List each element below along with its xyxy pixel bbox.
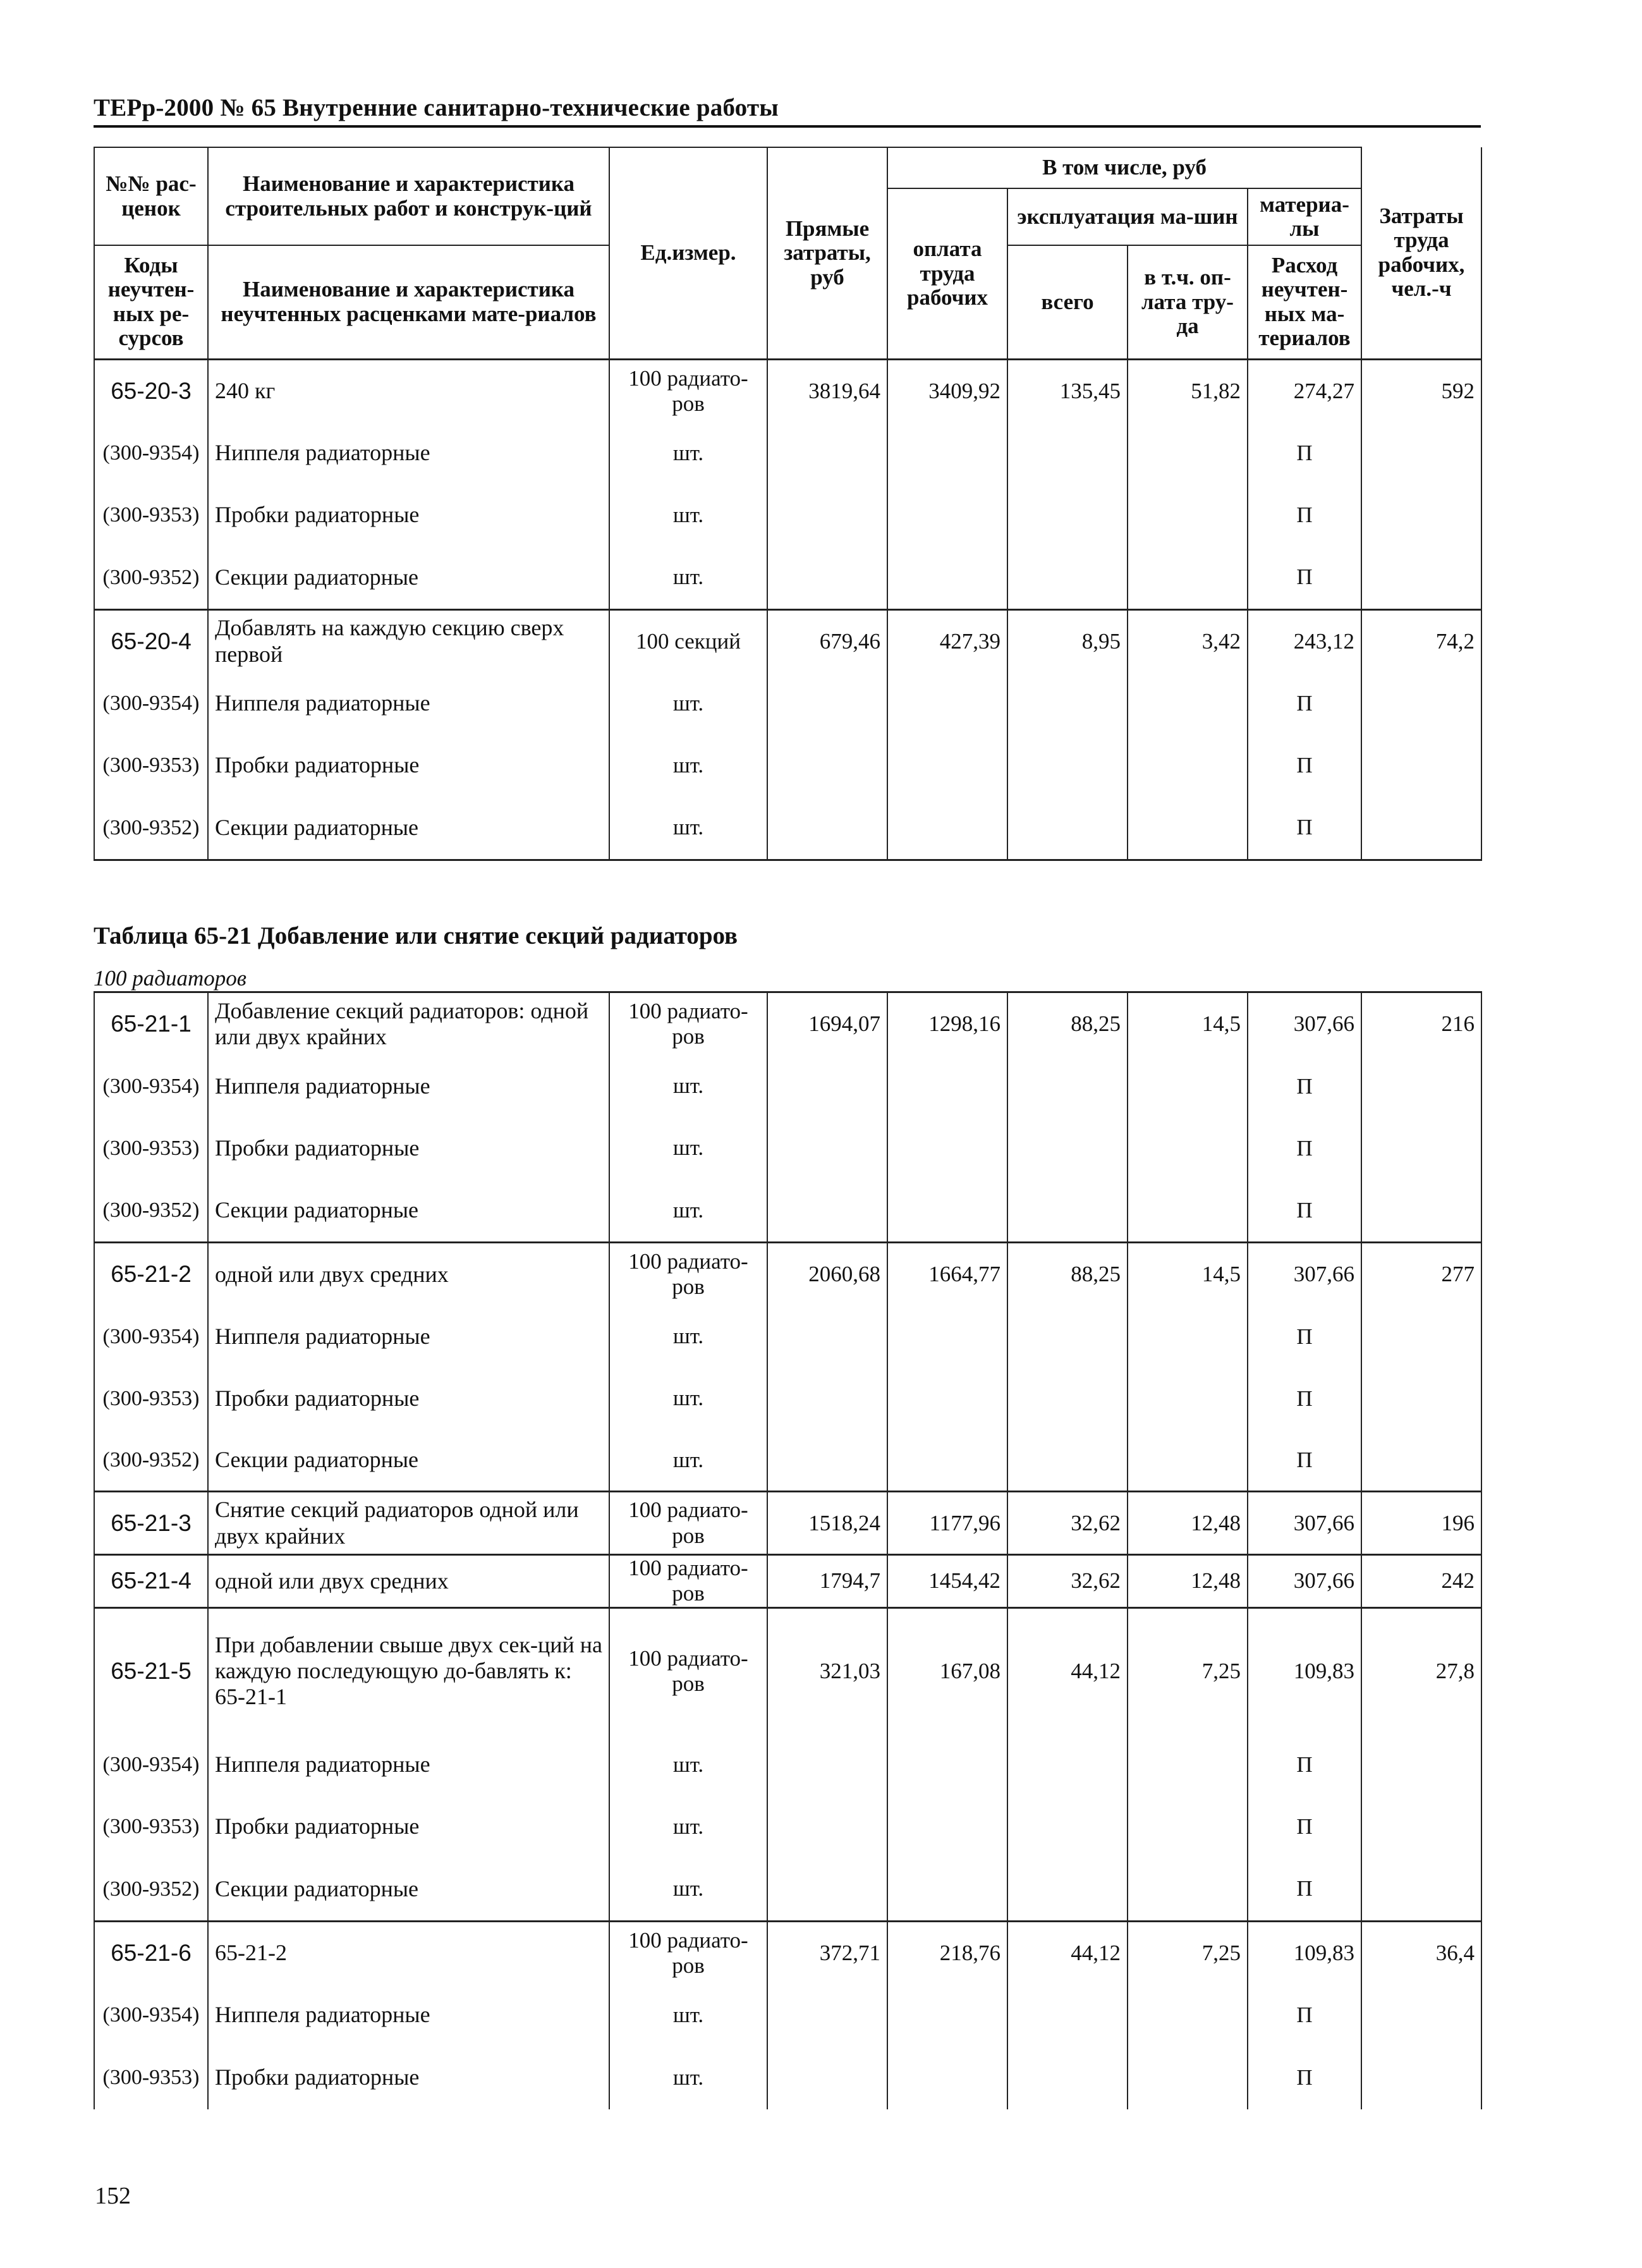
table-row [94,796,1481,860]
unit-of-measure-cell: 100 радиато-ров [609,1555,767,1608]
unit-of-measure-cell: шт. [609,1368,767,1430]
machines-wages-cell: 12,48 [1128,1555,1248,1608]
direct-cost-cell [767,2046,887,2109]
machines-wages-cell [1128,2046,1248,2109]
table-65-21-body [94,992,1481,2110]
table-row [94,1243,1481,1306]
direct-cost-cell [767,673,887,735]
table-row [94,1368,1481,1430]
direct-cost-cell [767,796,887,860]
machines-wages-cell [1128,1430,1248,1492]
work-name-cell: Секции радиаторные [208,796,609,860]
direct-cost-cell [767,1734,887,1796]
unit-of-measure-cell: шт. [609,1984,767,2046]
work-name-cell: При добавлении свыше двух сек-ций на каждую последующую до-бавлять к: 65-21-1 [208,1607,609,1734]
rate-code-cell: (300-9353) [94,2046,208,2109]
col-head-wages: оплата труда рабочих [887,188,1007,359]
machines-wages-cell [1128,1368,1248,1430]
wages-cost-cell [887,1796,1007,1858]
rate-code-cell: (300-9352) [94,1180,208,1243]
rate-code-cell: 65-20-3 [94,359,208,422]
table-row [94,609,1481,673]
rate-code-cell: (300-9354) [94,422,208,484]
materials-cost-cell: П [1248,1430,1361,1492]
materials-cost-cell: П [1248,735,1361,796]
materials-cost-cell: П [1248,422,1361,484]
machines-total-cell: 135,45 [1007,359,1128,422]
direct-cost-cell [767,735,887,796]
materials-cost-cell: 274,27 [1248,359,1361,422]
labor-cost-cell [1361,484,1481,546]
direct-cost-cell [767,1056,887,1118]
machines-total-cell [1007,2046,1128,2109]
materials-cost-cell: 109,83 [1248,1921,1361,1984]
labor-cost-cell [1361,673,1481,735]
machines-total-cell [1007,1180,1128,1243]
labor-cost-cell: 242 [1361,1555,1481,1608]
direct-cost-cell: 321,03 [767,1607,887,1734]
col-head-materials-unaccounted: Расход неучтен-ных ма-териалов [1248,245,1361,359]
unit-of-measure-cell: шт. [609,735,767,796]
machines-wages-cell [1128,1306,1248,1368]
table-row [94,422,1481,484]
table-row [94,359,1481,422]
unit-of-measure-cell: шт. [609,2046,767,2109]
direct-cost-cell [767,546,887,609]
labor-cost-cell [1361,1368,1481,1430]
machines-total-cell [1007,796,1128,860]
unit-of-measure-cell: 100 радиато-ров [609,992,767,1056]
table-row [94,1306,1481,1368]
labor-cost-cell: 27,8 [1361,1607,1481,1734]
col-head-name-top: Наименование и характеристика строительных работ и конструк-ций [208,147,609,245]
machines-total-cell [1007,1306,1128,1368]
rate-code-cell: (300-9352) [94,1430,208,1492]
rate-code-cell: (300-9354) [94,1056,208,1118]
labor-cost-cell [1361,1056,1481,1118]
labor-cost-cell [1361,796,1481,860]
machines-total-cell: 32,62 [1007,1492,1128,1555]
unit-of-measure-cell: шт. [609,1180,767,1243]
work-name-cell: 65-21-2 [208,1921,609,1984]
unit-of-measure-cell: шт. [609,1306,767,1368]
materials-cost-cell: П [1248,1118,1361,1180]
machines-total-cell [1007,673,1128,735]
rate-code-cell: 65-21-3 [94,1492,208,1555]
wages-cost-cell [887,1180,1007,1243]
rates-table-65-20 [94,147,1482,861]
machines-total-cell: 88,25 [1007,1243,1128,1306]
unit-of-measure-cell: шт. [609,1118,767,1180]
table-row [94,673,1481,735]
rate-code-cell: 65-21-2 [94,1243,208,1306]
labor-cost-cell: 592 [1361,359,1481,422]
unit-of-measure-cell: шт. [609,1858,767,1921]
rate-code-cell: 65-21-4 [94,1555,208,1608]
machines-total-cell: 32,62 [1007,1555,1128,1608]
table-row [94,735,1481,796]
header-rule [94,125,1481,128]
wages-cost-cell: 1454,42 [887,1555,1007,1608]
wages-cost-cell [887,546,1007,609]
machines-total-cell: 44,12 [1007,1607,1128,1734]
machines-total-cell [1007,1430,1128,1492]
col-head-incl: В том числе, руб [887,147,1361,188]
direct-cost-cell [767,1430,887,1492]
table-row [94,1555,1481,1608]
table-65-20-body [94,359,1481,860]
work-name-cell: одной или двух средних [208,1555,609,1608]
unit-of-measure-cell: 100 секций [609,609,767,673]
rate-code-cell: 65-21-5 [94,1607,208,1734]
wages-cost-cell [887,673,1007,735]
page-header-title: ТЕРр-2000 № 65 Внутренние санитарно-технические работы [94,94,779,121]
machines-total-cell [1007,422,1128,484]
work-name-cell: Секции радиаторные [208,1430,609,1492]
unit-of-measure-cell: 100 радиато-ров [609,1607,767,1734]
col-head-machines: эксплуатация ма-шин [1007,188,1248,245]
col-head-name-bottom: Наименование и характеристика неучтенных расценками мате-риалов [208,245,609,359]
wages-cost-cell [887,735,1007,796]
unit-of-measure-cell: 100 радиато-ров [609,1492,767,1555]
labor-cost-cell [1361,1984,1481,2046]
unit-of-measure-cell: шт. [609,422,767,484]
col-head-materials: материа-лы [1248,188,1361,245]
table-row [94,1734,1481,1796]
direct-cost-cell [767,1180,887,1243]
rate-code-cell: (300-9354) [94,1734,208,1796]
work-name-cell: Ниппеля радиаторные [208,1056,609,1118]
machines-wages-cell [1128,422,1248,484]
unit-of-measure-cell: шт. [609,546,767,609]
wages-cost-cell [887,1306,1007,1368]
table-65-21-unit-caption: 100 радиаторов [94,966,246,991]
unit-of-measure-cell: шт. [609,1796,767,1858]
rate-code-cell: 65-21-6 [94,1921,208,1984]
table-row [94,484,1481,546]
machines-wages-cell: 7,25 [1128,1607,1248,1734]
materials-cost-cell: 307,66 [1248,1555,1361,1608]
labor-cost-cell: 216 [1361,992,1481,1056]
direct-cost-cell [767,1984,887,2046]
labor-cost-cell [1361,1796,1481,1858]
wages-cost-cell: 1298,16 [887,992,1007,1056]
materials-cost-cell: 243,12 [1248,609,1361,673]
table-row [94,1180,1481,1243]
labor-cost-cell [1361,546,1481,609]
direct-cost-cell: 2060,68 [767,1243,887,1306]
labor-cost-cell: 196 [1361,1492,1481,1555]
wages-cost-cell: 3409,92 [887,359,1007,422]
work-name-cell: Добавление секций радиаторов: одной или двух крайних [208,992,609,1056]
machines-wages-cell [1128,1796,1248,1858]
work-name-cell: Секции радиаторные [208,546,609,609]
work-name-cell: Пробки радиаторные [208,1118,609,1180]
materials-cost-cell: П [1248,546,1361,609]
rate-code-cell: 65-21-1 [94,992,208,1056]
table-row [94,2046,1481,2109]
wages-cost-cell [887,2046,1007,2109]
col-head-machines-wages: в т.ч. оп-лата тру-да [1128,245,1248,359]
labor-cost-cell [1361,1430,1481,1492]
machines-total-cell [1007,1368,1128,1430]
work-name-cell: Ниппеля радиаторные [208,1306,609,1368]
unit-of-measure-cell: 100 радиато-ров [609,1243,767,1306]
materials-cost-cell: 307,66 [1248,1492,1361,1555]
rate-code-cell: 65-20-4 [94,609,208,673]
direct-cost-cell: 3819,64 [767,359,887,422]
rate-code-cell: (300-9354) [94,673,208,735]
materials-cost-cell: П [1248,1180,1361,1243]
direct-cost-cell [767,1796,887,1858]
materials-cost-cell: П [1248,2046,1361,2109]
rate-code-cell: (300-9353) [94,735,208,796]
machines-wages-cell [1128,1858,1248,1921]
col-head-labor: Затраты труда рабочих, чел.-ч [1361,147,1481,359]
machines-wages-cell [1128,673,1248,735]
machines-wages-cell [1128,1118,1248,1180]
materials-cost-cell: П [1248,1796,1361,1858]
materials-cost-cell: П [1248,1368,1361,1430]
direct-cost-cell: 1694,07 [767,992,887,1056]
unit-of-measure-cell: шт. [609,796,767,860]
unit-of-measure-cell: 100 радиато-ров [609,359,767,422]
unit-of-measure-cell: шт. [609,484,767,546]
rate-code-cell: (300-9352) [94,1858,208,1921]
machines-total-cell: 44,12 [1007,1921,1128,1984]
labor-cost-cell [1361,1734,1481,1796]
table-row [94,546,1481,609]
table-row [94,1607,1481,1734]
work-name-cell: 240 кг [208,359,609,422]
wages-cost-cell [887,484,1007,546]
machines-wages-cell [1128,546,1248,609]
table-row [94,1984,1481,2046]
materials-cost-cell: 109,83 [1248,1607,1361,1734]
materials-cost-cell: 307,66 [1248,1243,1361,1306]
direct-cost-cell [767,1858,887,1921]
col-head-code-top: №№ рас-ценок [94,147,208,245]
machines-wages-cell: 7,25 [1128,1921,1248,1984]
machines-wages-cell: 14,5 [1128,1243,1248,1306]
unit-of-measure-cell: 100 радиато-ров [609,1921,767,1984]
machines-wages-cell [1128,1056,1248,1118]
machines-total-cell [1007,1796,1128,1858]
wages-cost-cell: 1664,77 [887,1243,1007,1306]
machines-total-cell [1007,1858,1128,1921]
work-name-cell: Пробки радиаторные [208,484,609,546]
machines-wages-cell: 3,42 [1128,609,1248,673]
work-name-cell: Ниппеля радиаторные [208,1984,609,2046]
unit-of-measure-cell: шт. [609,1734,767,1796]
machines-total-cell [1007,1734,1128,1796]
machines-wages-cell [1128,1180,1248,1243]
table-row [94,1492,1481,1555]
work-name-cell: Добавлять на каждую секцию сверх первой [208,609,609,673]
machines-total-cell [1007,1118,1128,1180]
labor-cost-cell [1361,1306,1481,1368]
wages-cost-cell [887,796,1007,860]
materials-cost-cell: П [1248,796,1361,860]
wages-cost-cell [887,1056,1007,1118]
direct-cost-cell [767,484,887,546]
unit-of-measure-cell: шт. [609,673,767,735]
wages-cost-cell [887,1368,1007,1430]
wages-cost-cell: 218,76 [887,1921,1007,1984]
machines-wages-cell [1128,735,1248,796]
labor-cost-cell: 36,4 [1361,1921,1481,1984]
machines-total-cell [1007,1056,1128,1118]
work-name-cell: Пробки радиаторные [208,2046,609,2109]
wages-cost-cell [887,1984,1007,2046]
table-row [94,992,1481,1056]
rate-code-cell: (300-9353) [94,1118,208,1180]
machines-wages-cell: 51,82 [1128,359,1248,422]
col-head-direct: Прямые затраты, руб [767,147,887,359]
rate-code-cell: (300-9354) [94,1306,208,1368]
wages-cost-cell [887,1734,1007,1796]
materials-cost-cell: П [1248,1306,1361,1368]
work-name-cell: Снятие секций радиаторов одной или двух крайних [208,1492,609,1555]
machines-wages-cell [1128,796,1248,860]
direct-cost-cell: 679,46 [767,609,887,673]
table-65-21-title: Таблица 65-21 Добавление или снятие секций радиаторов [94,922,738,949]
wages-cost-cell [887,1430,1007,1492]
work-name-cell: одной или двух средних [208,1243,609,1306]
machines-wages-cell [1128,1984,1248,2046]
labor-cost-cell [1361,1180,1481,1243]
work-name-cell: Пробки радиаторные [208,735,609,796]
rate-code-cell: (300-9353) [94,484,208,546]
materials-cost-cell: П [1248,484,1361,546]
table-row [94,1056,1481,1118]
work-name-cell: Секции радиаторные [208,1180,609,1243]
materials-cost-cell: П [1248,1858,1361,1921]
labor-cost-cell [1361,2046,1481,2109]
rate-code-cell: (300-9354) [94,1984,208,2046]
machines-total-cell [1007,546,1128,609]
materials-cost-cell: 307,66 [1248,992,1361,1056]
unit-of-measure-cell: шт. [609,1430,767,1492]
rate-code-cell: (300-9353) [94,1368,208,1430]
table-row [94,1796,1481,1858]
table-row [94,1118,1481,1180]
wages-cost-cell: 1177,96 [887,1492,1007,1555]
unit-of-measure-cell: шт. [609,1056,767,1118]
direct-cost-cell: 372,71 [767,1921,887,1984]
table-row [94,1430,1481,1492]
labor-cost-cell: 74,2 [1361,609,1481,673]
machines-total-cell [1007,1984,1128,2046]
page-number: 152 [95,2183,131,2209]
materials-cost-cell: П [1248,1056,1361,1118]
col-head-machines-total: всего [1007,245,1128,359]
materials-cost-cell: П [1248,1984,1361,2046]
work-name-cell: Пробки радиаторные [208,1368,609,1430]
labor-cost-cell [1361,735,1481,796]
direct-cost-cell: 1518,24 [767,1492,887,1555]
machines-wages-cell [1128,1734,1248,1796]
work-name-cell: Ниппеля радиаторные [208,422,609,484]
materials-cost-cell: П [1248,1734,1361,1796]
labor-cost-cell: 277 [1361,1243,1481,1306]
machines-wages-cell: 14,5 [1128,992,1248,1056]
machines-wages-cell [1128,484,1248,546]
direct-cost-cell [767,1306,887,1368]
direct-cost-cell: 1794,7 [767,1555,887,1608]
machines-total-cell [1007,484,1128,546]
work-name-cell: Пробки радиаторные [208,1796,609,1858]
rate-code-cell: (300-9352) [94,546,208,609]
wages-cost-cell [887,1858,1007,1921]
wages-cost-cell [887,1118,1007,1180]
machines-total-cell: 88,25 [1007,992,1128,1056]
table-row [94,1858,1481,1921]
direct-cost-cell [767,1118,887,1180]
machines-wages-cell: 12,48 [1128,1492,1248,1555]
rate-code-cell: (300-9353) [94,1796,208,1858]
labor-cost-cell [1361,1118,1481,1180]
direct-cost-cell [767,1368,887,1430]
wages-cost-cell: 167,08 [887,1607,1007,1734]
work-name-cell: Ниппеля радиаторные [208,1734,609,1796]
rates-table-65-21 [94,991,1482,2109]
machines-total-cell [1007,735,1128,796]
wages-cost-cell [887,422,1007,484]
direct-cost-cell [767,422,887,484]
col-head-unit: Ед.измер. [609,147,767,359]
labor-cost-cell [1361,1858,1481,1921]
col-head-code-bottom: Коды неучтен-ных ре-сурсов [94,245,208,359]
rate-code-cell: (300-9352) [94,796,208,860]
work-name-cell: Секции радиаторные [208,1858,609,1921]
wages-cost-cell: 427,39 [887,609,1007,673]
labor-cost-cell [1361,422,1481,484]
table-row [94,1921,1481,1984]
materials-cost-cell: П [1248,673,1361,735]
machines-total-cell: 8,95 [1007,609,1128,673]
work-name-cell: Ниппеля радиаторные [208,673,609,735]
